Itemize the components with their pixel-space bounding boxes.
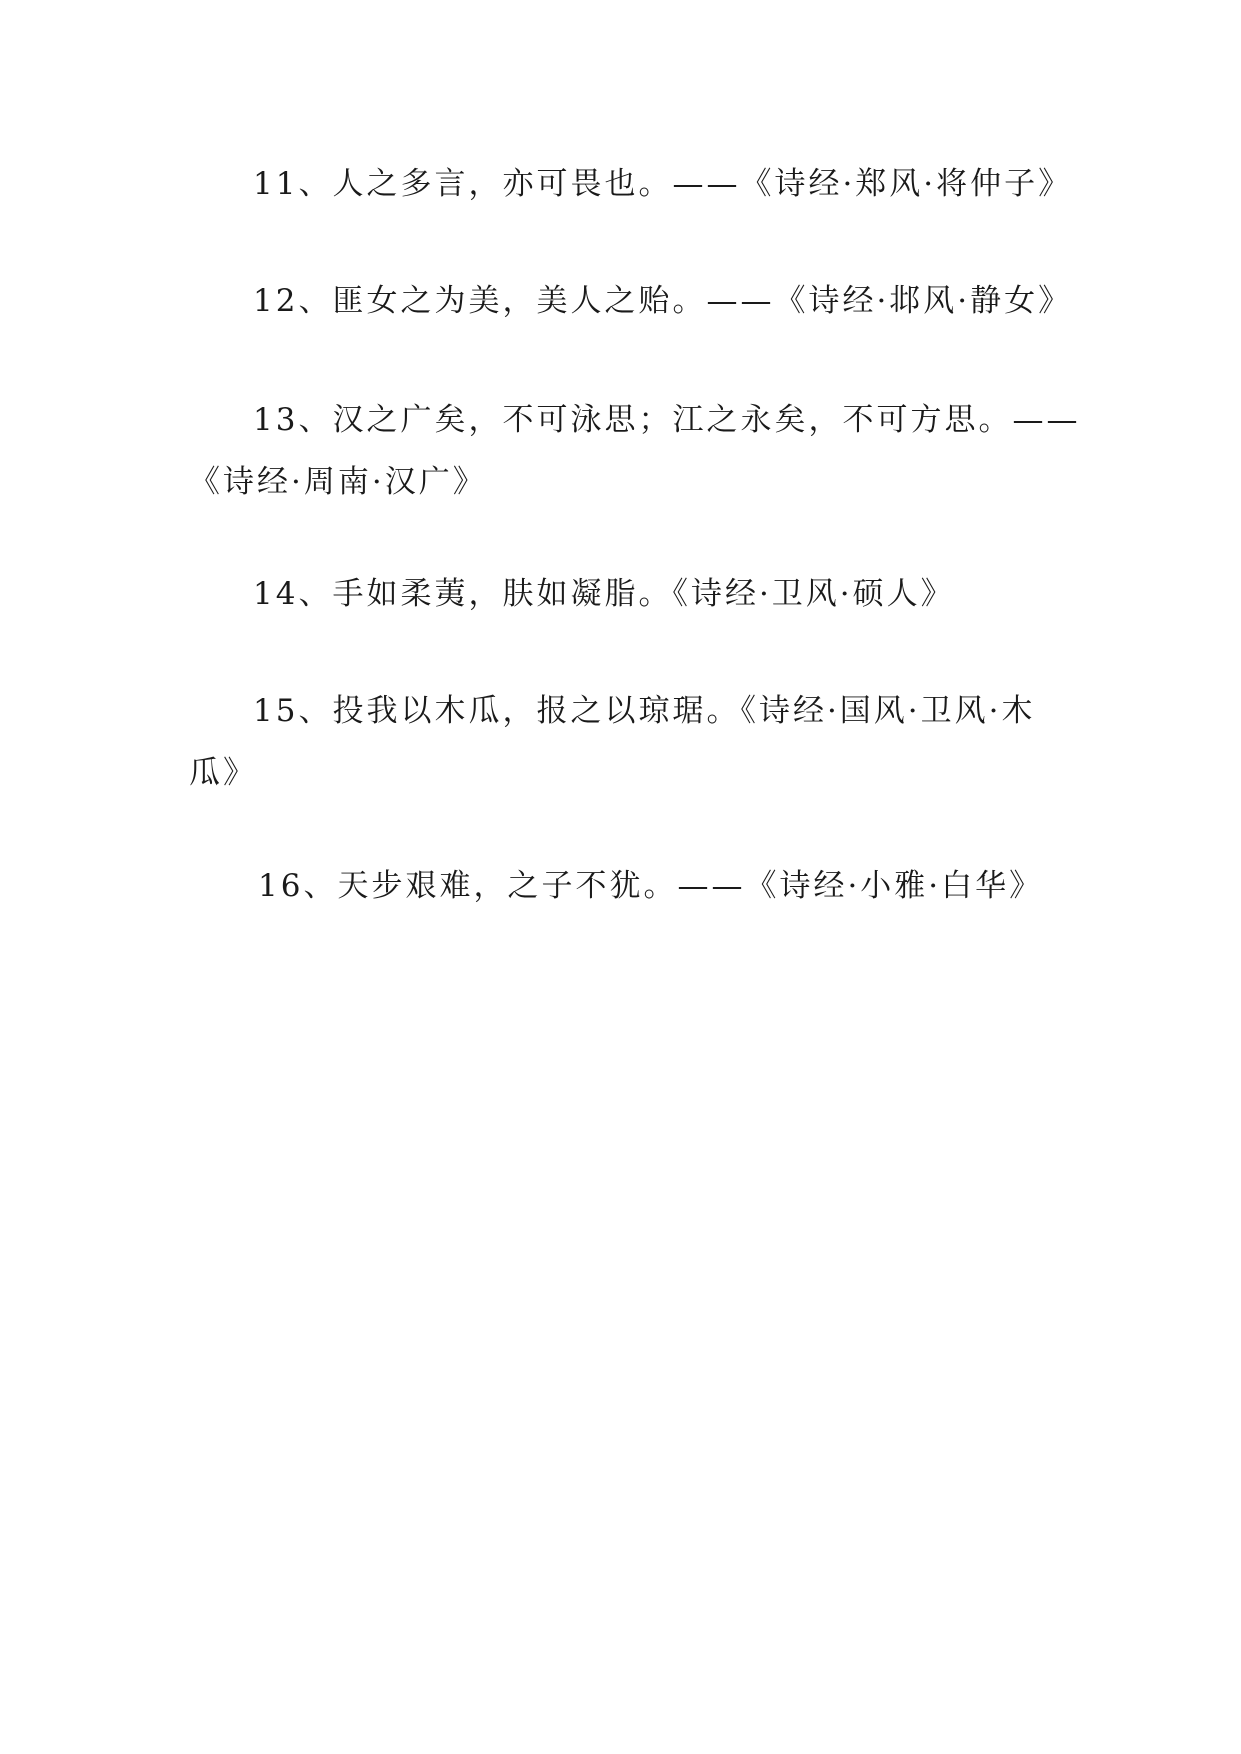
quote-line: 14、手如柔荑，肤如凝脂。《诗经·卫风·硕人》 [253, 576, 955, 612]
quote-line: 15、投我以木瓜，报之以琼琚。《诗经·国风·卫风·木 [253, 693, 1036, 729]
quote-12 [253, 278, 1072, 324]
quote-line: 《诗经·周南·汉广》 [189, 464, 487, 500]
quote-line: 11、人之多言，亦可畏也。——《诗经·郑风·将仲子》 [253, 166, 1073, 202]
quote-16 [258, 863, 1043, 909]
quote-line: 瓜》 [189, 755, 257, 791]
quote-15 [189, 688, 1036, 796]
quote-line: 12、匪女之为美，美人之贻。——《诗经·邶风·静女》 [253, 283, 1073, 319]
quote-line: 13、汉之广矣，不可泳思；江之永矣，不可方思。—— [253, 402, 1081, 438]
quote-line: 16、天步艰难，之子不犹。——《诗经·小雅·白华》 [258, 868, 1044, 904]
quote-13 [189, 397, 1080, 505]
quote-14 [253, 571, 955, 617]
quote-11 [253, 161, 1072, 207]
